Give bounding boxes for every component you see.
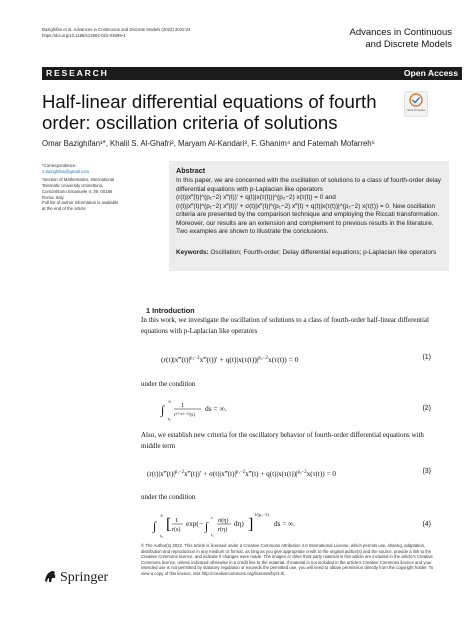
svg-text:ds = ∞.: ds = ∞. [274,520,295,528]
springer-logo [42,566,137,591]
abstract-intro: In this paper, we are concerned with the oscillation of solutions to a class of fourth-order delay differential equations with p-Laplacian like operators [176,177,442,193]
journal-name-line1: Advances in Continuous [349,27,452,38]
check-for-updates-badge[interactable] [404,91,428,117]
svg-text:(r(t)|x‴(t)|p₁−2x‴(t))′ + q(t): $(r(t)|x‴(t)|^{p_1-2}x‴(t))' + q(t)|x(\tau(t))|^{p_2-2}x(\tau(t)) = 0$ [161,355,299,364]
condition-text-2: under the condition [141,493,196,501]
affiliation-sidebar [42,163,120,212]
section-heading: 1 Introduction [146,306,195,315]
author-info-note: Full list of author information is available at the end of the article [42,200,119,211]
condition-text-1: under the condition [141,380,196,388]
keywords-label: Keywords: [176,249,209,256]
article-type-label: RESEARCH [46,68,109,78]
svg-text:1: 1 [175,517,179,524]
svg-text:(r(t)|x‴(t)|p₁−2x‴(t))′ + σ(t): $(r(t)|x‴(t)|^{p_1-2}x‴(t))'$ + $\sigma(t)|x‴(t)|^{p_1-2}x‴(t) + q(t)|x(\tau(t))|^{p_2-2}x(\tau(t)) = 0$ [147,470,336,478]
citation-line: Bazighifan et al. Advances in Continuous and Discrete Models (2022) 2022:24 [42,27,191,32]
doi-link[interactable]: https://doi.org/10.1186/s13662-022-03699-4 [42,33,126,38]
abstract-equation-1: (r(t)|x‴(t)|^(p₁−2) x‴(t))′ + q(t)|x(τ(t))|^(p₂−2) x(τ(t)) = 0 and [176,194,336,201]
citation-header [42,27,191,39]
svg-text:r¹ᐟ⁽ᵖ¹⁻¹⁾(s): r¹ᐟ⁽ᵖ¹⁻¹⁾(s) [174,412,195,418]
svg-text:ds = ∞.: ds = ∞. [205,404,227,413]
equation-number-3: (3) [422,468,431,475]
equation-number-2: (2) [422,405,431,412]
svg-text:[: [ [166,516,172,533]
svg-text:1/(p₁−1): 1/(p₁−1) [254,512,270,517]
article-title: Half-linear differential equations of fourth order: oscillation criteria of solutions [42,91,377,133]
author-list: Omar Bazighifan¹*, Khalil S. Al-Ghafri², Maryam Al-Kandari³, F. Ghanim⁴ and Fatemah Mofarreh⁵ [42,139,375,148]
intro-paragraph-2: Also, we establish new criteria for the oscillatory behavior of fourth-order differential equations with middle term [141,431,424,450]
keywords [176,249,444,257]
keywords-text: Oscillation; Fourth-order; Delay differential equations; p-Laplacian like operators [210,249,437,256]
equation-number-4: (4) [422,521,431,528]
svg-text:t₀: t₀ [211,532,214,537]
svg-text:s: s [211,515,213,520]
svg-text:∞: ∞ [168,399,172,404]
check-updates-icon [404,91,428,117]
svg-text:t₀: t₀ [160,533,163,538]
svg-text:dη): dη) [234,520,244,528]
open-access-label: Open Access [403,68,458,78]
svg-text:∫: ∫ [161,403,165,417]
correspondence-label: *Correspondence: [42,163,77,168]
abstract-body [176,177,444,237]
equation-1 [141,345,431,373]
affiliation-text: ¹Section of Mathematics, International Telematic University Uninettuno, CorsoVittorio Emanuele II, 39, 00186 Roma, Italy [42,177,115,200]
check-updates-text: Check for updates [406,109,426,112]
equation-3 [141,459,431,487]
abstract-equation-2: (r(t)|x‴(t)|^(p₁−2) x‴(t))′ + σ(t)|x‴(t)|^(p₁−2) x‴(t) + q(t)|x(τ(t))|^(p₂−2) x(τ(t)) = 0. [176,202,391,210]
svg-text:t₀: t₀ [168,416,171,421]
springer-horse-icon [42,566,137,586]
license-footer: © The Author(s) 2022. This article is licensed under a Creative Commons Attribution 4.0 International License, which permits use, sharing, adaptation, distribution and reproduction in any medium or format, as long as you give appropriate credit to the original author(s) and the source, provide a link to the Creative Commons licence, and indicate if changes were made. The images or other third party material in this article are included in the article's Creative Commons licence, unless indicated otherwise in a credit line to the material. If material is not included in the article's Creative Commons licence and your intended use is not permitted by statutory regulation or exceeds the permitted use, you will need to obtain permission directly from the copyright holder. To view a copy of this licence, visit http://creativecommons.org/licenses/by/4.0/. [141,543,434,576]
publisher-name: Springer [60,570,109,585]
journal-name-line2: and Discrete Models [365,38,452,50]
svg-text:1: 1 [181,402,185,409]
correspondence-email[interactable]: o.bazighifan@gmail.com [42,168,90,174]
equation-number-1: (1) [422,354,431,361]
svg-text:r(s): r(s) [172,527,181,533]
svg-text:∞: ∞ [160,513,164,518]
equation-2 [141,394,431,424]
equation-4 [141,507,431,541]
svg-text:]: ] [248,516,254,533]
svg-text:exp(−: exp(− [186,520,203,528]
intro-paragraph-1: In this work, we investigate the oscillation of solutions to a class of fourth-order half-linear differential equations with p-Laplacian like operators [141,316,429,335]
abstract-heading: Abstract [176,166,206,175]
abstract-rest: New oscillation criteria are presented by the comparison technique and employing the Riccati transformation. Moreover, our results are an extension and complement to previous results in the literature. Two examples are shown to illustrate the conclusions. [176,202,440,235]
journal-name [350,27,452,50]
svg-text:∫: ∫ [153,519,157,533]
svg-text:∫: ∫ [205,521,209,533]
svg-text:r(η): r(η) [218,527,228,533]
svg-text:σ(η): σ(η) [218,518,229,524]
